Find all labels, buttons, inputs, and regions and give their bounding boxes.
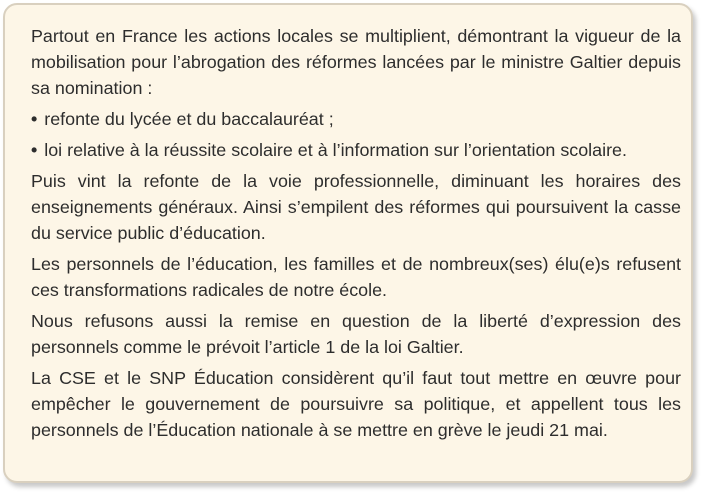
paragraph-liberte-expression: Nous refusons aussi la remise en question de la liberté d’expression des personnels comme le prévoit l’article 1 de la loi Galtier.	[31, 311, 681, 357]
paragraph-appel-greve: La CSE et le SNP Éducation considèrent qu’il faut tout mettre en œuvre pour empêcher le gouvernement de poursuivre sa politique, et appellent tous les personnels de l’Éducation nationale à se mettre en grève le jeudi 21 mai.	[31, 368, 681, 440]
paragraph-voie-professionnelle: Puis vint la refonte de la voie professionnelle, diminuant les horaires des enseignements généraux. Ainsi s’empilent des réformes qui poursuivent la casse du service public d’éducation.	[31, 171, 681, 243]
text-box	[3, 3, 693, 483]
text-content	[31, 23, 681, 448]
bullet-text: loi relative à la réussite scolaire et à l’information sur l’orientation scolaire.	[44, 140, 627, 160]
bullet-item-lycee	[31, 106, 681, 132]
bullet-item-loi	[31, 137, 681, 163]
bullet-text: refonte du lycée et du baccalauréat ;	[44, 109, 334, 129]
paragraph-personnels: Les personnels de l’éducation, les familles et de nombreux(ses) élu(e)s refusent ces transformations radicales de notre école.	[31, 254, 681, 300]
paragraph-intro: Partout en France les actions locales se multiplient, démontrant la vigueur de la mobilisation pour l’abrogation des réformes lancées par le ministre Galtier depuis sa nomination :	[31, 26, 681, 98]
bullet-marker: •	[31, 140, 38, 160]
bullet-marker: •	[31, 109, 38, 129]
